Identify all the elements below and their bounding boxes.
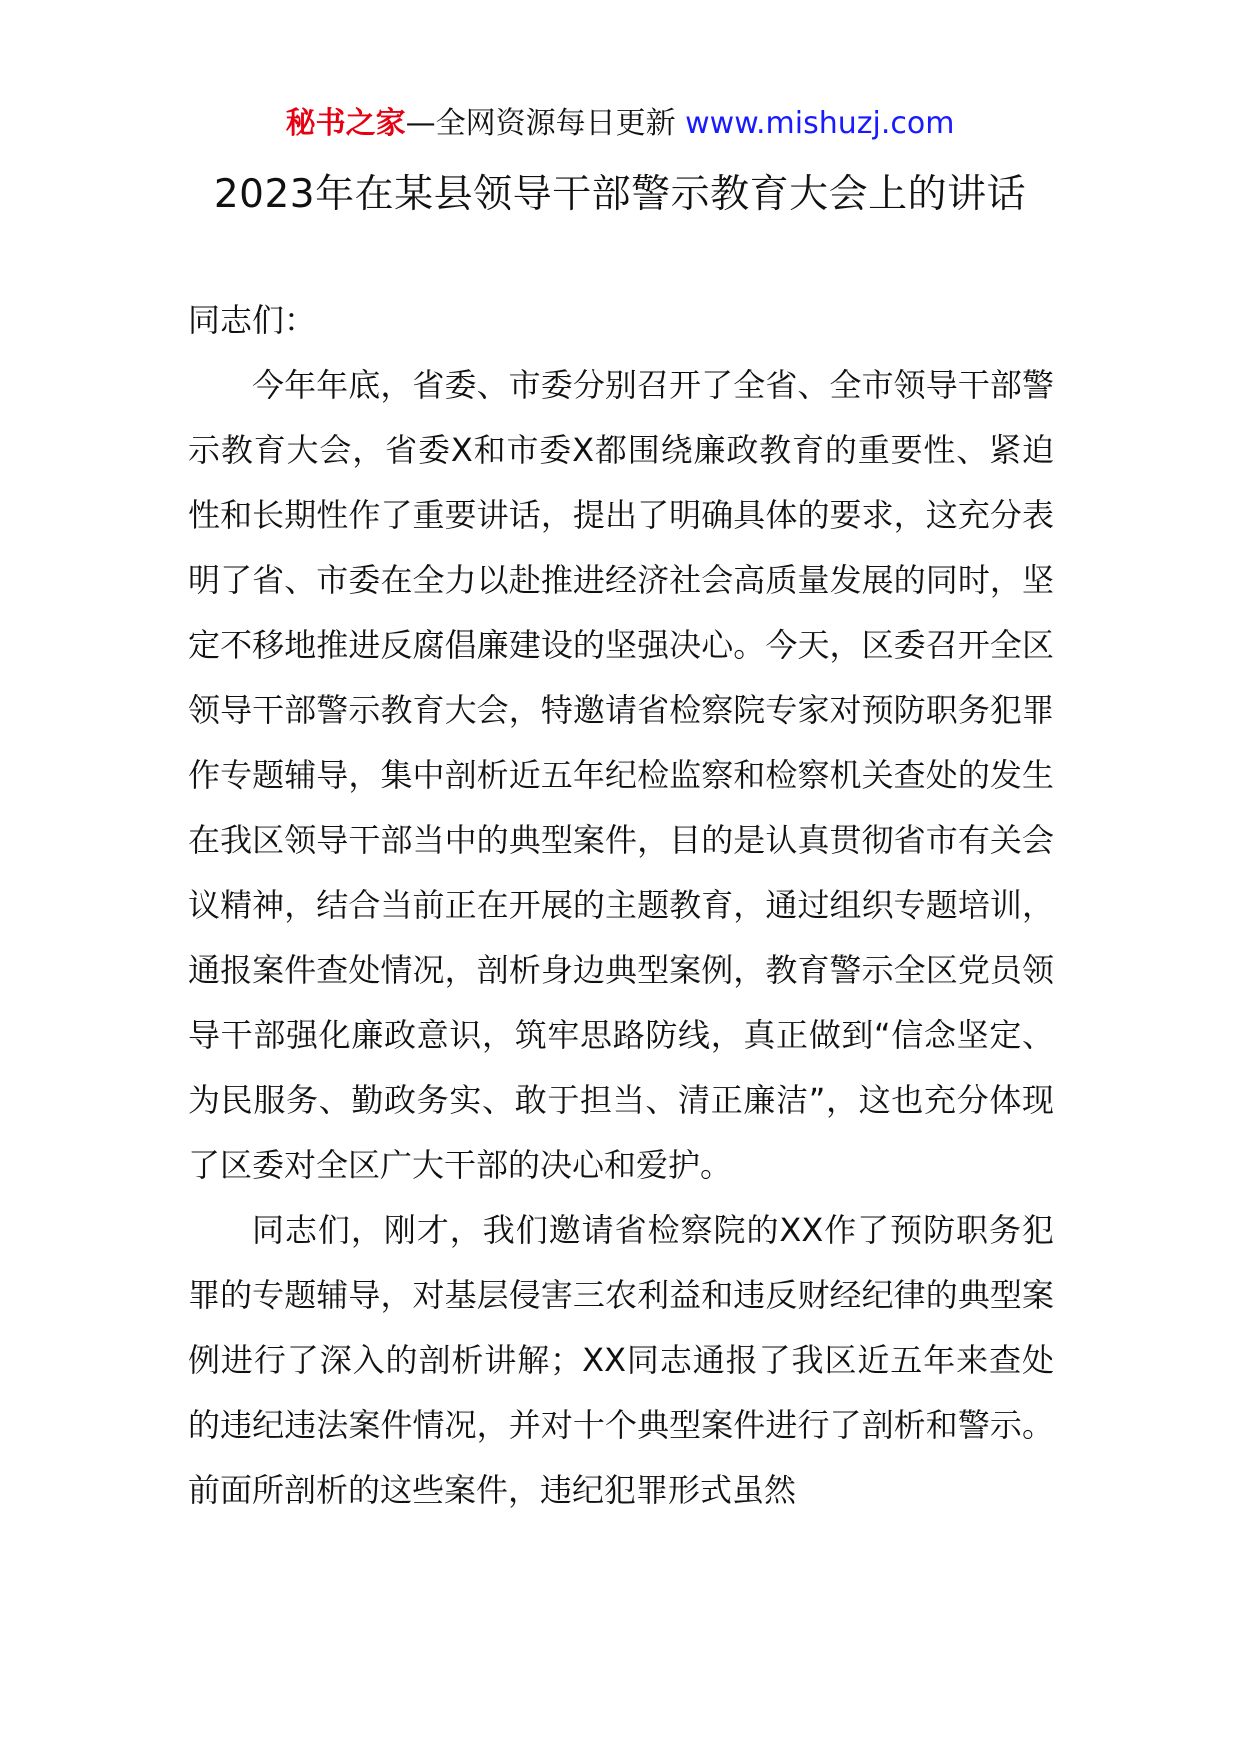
watermark-header	[0, 100, 1240, 148]
salutation: 同志们：	[188, 301, 317, 339]
header-tagline: —全网资源每日更新	[405, 106, 686, 141]
site-url-link[interactable]: www.mishuzj.com	[685, 106, 955, 141]
brand-name: 秘书之家	[285, 106, 406, 141]
body-paragraph-1: 今年年底，省委、市委分别召开了全省、全市领导干部警示教育大会，省委X和市委X都围绕廉政教育的重要性、紧迫性和长期性作了重要讲话，提出了明确具体的要求，这充分表明了省、市委在全力以赴推进经济社会高质量发展的同时，坚定不移地推进反腐倡廉建设的坚强决心。今天，区委召开全区领导干部警示教育大会，特邀请省检察院专家对预防职务犯罪作专题辅导，集中剖析近五年纪检监察和检察机关查处的发生在我区领导干部当中的典型案件，目的是认真贯彻省市有关会议精神，结合当前正在开展的主题教育，通过组织专题培训，通报案件查处情况，剖析身边典型案例，教育警示全区党员领导干部强化廉政意识，筑牢思路防线，真正做到“信念坚定、为民服务、勤政务实、敢于担当、清正廉洁”，这也充分体现了区委对全区广大干部的决心和爱护。	[188, 366, 1054, 1184]
document-title: 2023年在某县领导干部警示教育大会上的讲话	[213, 172, 1027, 217]
document-body	[188, 288, 1054, 1523]
body-paragraph-2: 同志们，刚才，我们邀请省检察院的XX作了预防职务犯罪的专题辅导，对基层侵害三农利益和违反财经纪律的典型案例进行了深入的剖析讲解；XX同志通报了我区近五年来查处的违纪违法案件情况，并对十个典型案件进行了剖析和警示。前面所剖析的这些案件，违纪犯罪形式虽然	[188, 1211, 1054, 1509]
